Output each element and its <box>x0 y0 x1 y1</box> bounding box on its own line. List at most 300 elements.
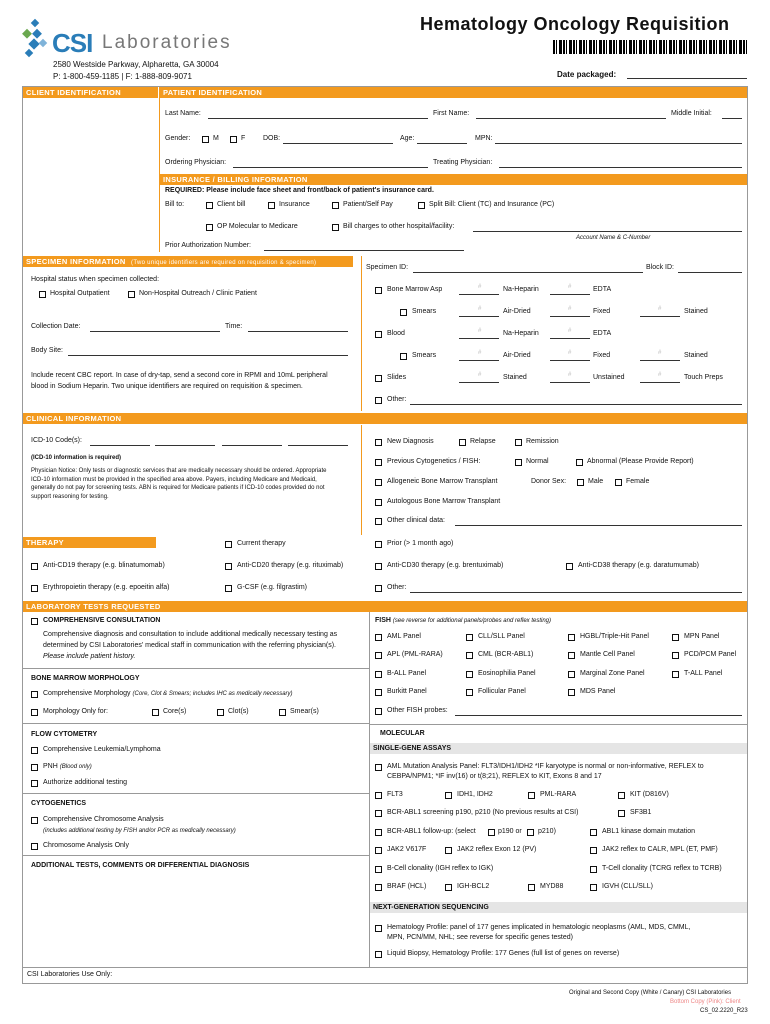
logo-csi: CSI <box>52 28 93 58</box>
cd19-label: Anti-CD19 therapy (e.g. blinatumomab) <box>43 562 165 569</box>
gcsf-checkbox[interactable] <box>225 585 232 592</box>
comp-leuk-label: Comprehensive Leukemia/Lymphoma <box>43 746 161 753</box>
normal-checkbox[interactable] <box>515 459 522 466</box>
form-code: CS_02.2220_R23 <box>700 1008 748 1014</box>
bma-airdried-label: Air-Dried <box>503 308 531 315</box>
remission-checkbox[interactable] <box>515 439 522 446</box>
mpn-label: MPN: <box>475 135 493 142</box>
cyto-label: CYTOGENETICS <box>31 800 87 807</box>
slides-stained-hash: # <box>478 372 482 378</box>
non-hospital-label: Non-Hospital Outreach / Clinic Patient <box>139 290 257 297</box>
cd30-label: Anti-CD30 therapy (e.g. brentuximab) <box>387 562 504 569</box>
clot-label: Clot(s) <box>228 708 249 715</box>
other-fish-label: Other FISH probes: <box>387 707 448 714</box>
braf-checkbox[interactable] <box>375 884 382 891</box>
comp-consult-label: COMPREHENSIVE CONSULTATION <box>43 617 161 624</box>
fish-label <box>375 617 551 624</box>
slides-unstained-field[interactable] <box>550 382 590 383</box>
specimen-header-title: SPECIMEN INFORMATION <box>26 257 126 266</box>
cyto-line <box>23 855 369 856</box>
ball-label: B-ALL Panel <box>387 670 427 677</box>
aml-panel-checkbox[interactable] <box>375 634 382 641</box>
logo <box>22 18 252 60</box>
split-bill-checkbox[interactable] <box>418 202 425 209</box>
bma-fixed-hash: # <box>568 306 572 312</box>
p210-label: p210) <box>538 828 556 835</box>
p190-checkbox[interactable] <box>488 829 495 836</box>
molecular-label: MOLECULAR <box>380 730 425 737</box>
blood-label: Blood <box>387 330 405 337</box>
patient-header: PATIENT IDENTIFICATION <box>160 87 747 98</box>
client-bill-label: Client bill <box>217 201 246 208</box>
other-clin-field[interactable] <box>455 525 742 526</box>
tcell-label: T-Cell clonality (TCRG reflex to TCRB) <box>602 865 722 872</box>
blood-airdried-hash: # <box>478 350 482 356</box>
insurance-checkbox[interactable] <box>268 202 275 209</box>
logo-laboratories: Laboratories <box>102 32 232 53</box>
icd-field-3[interactable] <box>222 445 282 446</box>
blood-nahep-hash: # <box>478 328 482 334</box>
ngs-header: NEXT-GENERATION SEQUENCING <box>370 902 747 913</box>
slides-unstained-hash: # <box>568 372 572 378</box>
body-site-field[interactable] <box>68 355 348 356</box>
flow-line <box>23 793 369 794</box>
collection-date-label: Collection Date: <box>31 323 81 330</box>
comp-morph-text: Comprehensive Morphology <box>43 690 131 697</box>
age-label: Age: <box>400 135 415 142</box>
physician-notice: Physician Notice: Only tests or diagnostic services that are medically necessary should be ordered. Appropriate ICD-10 information must be provided in the specified area above. Payers, including Medicare and Medicaid, generally do not pay for screening tests. ABN is required for Medicare patients if ICD-10 codes provided do not support reasoning for testing. <box>31 468 327 500</box>
block-id-field[interactable] <box>678 272 742 273</box>
ordering-physician-label: Ordering Physician: <box>165 159 227 166</box>
phone: P: 1-800-459-1185 | F: 1-888-809-9071 <box>53 72 192 81</box>
collection-date-field[interactable] <box>90 331 220 332</box>
dob-field[interactable] <box>283 143 393 144</box>
slides-unstained-label: Unstained <box>593 374 625 381</box>
current-therapy-label: Current therapy <box>237 540 286 547</box>
middle-initial-field[interactable] <box>722 118 742 119</box>
last-name-field[interactable] <box>208 118 428 119</box>
cd38-checkbox[interactable] <box>566 563 573 570</box>
blood-edta-hash: # <box>568 328 572 334</box>
jak2-checkbox[interactable] <box>375 847 382 854</box>
comp-consult-checkbox[interactable] <box>31 618 38 625</box>
igh-label: IGH-BCL2 <box>457 883 490 890</box>
cml-checkbox[interactable] <box>466 652 473 659</box>
dob-label: DOB: <box>263 135 281 142</box>
flt3-checkbox[interactable] <box>375 792 382 799</box>
comp-chrom-label: Comprehensive Chromosome Analysis <box>43 816 164 823</box>
abl1-checkbox[interactable] <box>590 829 597 836</box>
morph-only-checkbox[interactable] <box>31 709 38 716</box>
cd19-checkbox[interactable] <box>31 563 38 570</box>
clinical-divider <box>361 425 362 535</box>
copy-pink: Bottom Copy (Pink): Client <box>670 999 741 1005</box>
igvh-label: IGVH (CLL/SLL) <box>602 883 653 890</box>
morph-line <box>23 723 369 724</box>
bcr-follow-checkbox[interactable] <box>375 829 382 836</box>
kit-checkbox[interactable] <box>618 792 625 799</box>
relapse-label: Relapse <box>470 438 496 445</box>
pnh-text: PNH <box>43 763 58 770</box>
ball-checkbox[interactable] <box>375 671 382 678</box>
epo-checkbox[interactable] <box>31 585 38 592</box>
comp-consult-desc-text: Comprehensive diagnosis and consultation to include additional medically necessary testing as determined by CSI Laboratories' medical staff in communication with the referring physician(s). <box>43 631 338 649</box>
specimen-other-field[interactable] <box>410 404 742 405</box>
mpn-panel-label: MPN Panel <box>684 633 720 640</box>
slides-checkbox[interactable] <box>375 375 382 382</box>
prior-therapy-checkbox[interactable] <box>375 541 382 548</box>
time-field[interactable] <box>248 331 348 332</box>
blood-edta-field[interactable] <box>550 338 590 339</box>
specimen-id-field[interactable] <box>413 272 643 273</box>
heme-profile-label: Hematology Profile: panel of 177 genes implicated in hematologic neoplasms (AML, MDS, CMML, MPN, PCN/MM, NHL; see reverse for specific genes tested) <box>387 924 691 941</box>
relapse-checkbox[interactable] <box>459 439 466 446</box>
cml-label: CML (BCR-ABL1) <box>478 651 534 658</box>
donor-male-label: Male <box>588 478 604 485</box>
epo-label: Erythropoietin therapy (e.g. epoeitin alfa) <box>43 584 170 591</box>
bcell-checkbox[interactable] <box>375 866 382 873</box>
comp-chrom-checkbox[interactable] <box>31 817 38 824</box>
specimen-divider <box>361 256 362 411</box>
auto-label: Autologous Bone Marrow Transplant <box>387 498 501 505</box>
first-name-label: First Name: <box>433 110 470 117</box>
marginal-checkbox[interactable] <box>568 671 575 678</box>
auth-checkbox[interactable] <box>31 780 38 787</box>
bma-stained-label: Stained <box>684 308 708 315</box>
blood-stained-hash: # <box>658 350 662 356</box>
comp-consult-desc-italic: Please include patient history. <box>43 653 136 660</box>
bm-morph-label: BONE MARROW MORPHOLOGY <box>31 675 140 682</box>
smear-label: Smear(s) <box>290 708 319 715</box>
specimen-header-note: (Two unique identifiers are required on requisition & specimen) <box>131 260 317 266</box>
aml-mut-checkbox[interactable] <box>375 764 382 771</box>
liquid-biopsy-label: Liquid Biopsy, Hematology Profile: 177 Genes (full list of genes on reverse) <box>387 950 620 957</box>
bma-airdried-field[interactable] <box>459 316 499 317</box>
blood-fixed-label: Fixed <box>593 352 611 359</box>
hgbl-panel-label: HGBL/Triple-Hit Panel <box>580 633 649 640</box>
bma-nahep-label: Na-Heparin <box>503 286 539 293</box>
specimen-note: Include recent CBC report. In case of dry-tap, send a second core in RPMI and 10mL peripheral blood in Sodium Heparin. Two unique identifiers are required on requisition & specimen. <box>31 372 328 390</box>
pcd-checkbox[interactable] <box>672 652 679 659</box>
braf-label: BRAF (HCL) <box>387 883 427 890</box>
bma-airdried-hash: # <box>478 306 482 312</box>
bcell-label: B-Cell clonality (IGH reflex to IGK) <box>387 865 494 872</box>
heme-profile-checkbox[interactable] <box>375 925 382 932</box>
therapy-other-checkbox[interactable] <box>375 585 382 592</box>
fish-text: FISH <box>375 617 391 624</box>
comp-consult-desc <box>43 629 353 662</box>
blood-nahep-label: Na-Heparin <box>503 330 539 337</box>
comp-leuk-checkbox[interactable] <box>31 747 38 754</box>
op-molecular-label: OP Molecular to Medicare <box>217 223 298 230</box>
abnormal-label: Abnormal (Please Provide Report) <box>587 458 694 465</box>
jak2-ex12-checkbox[interactable] <box>445 847 452 854</box>
non-hospital-checkbox[interactable] <box>128 291 135 298</box>
lab-use-only: CSI Laboratories Use Only: <box>27 971 113 978</box>
specimen-header <box>23 256 353 267</box>
chrom-only-checkbox[interactable] <box>31 843 38 850</box>
flow-label: FLOW CYTOMETRY <box>31 731 98 738</box>
liquid-biopsy-checkbox[interactable] <box>375 951 382 958</box>
bma-label: Bone Marrow Asp <box>387 286 443 293</box>
icd-required: (ICD-10 information is required) <box>31 455 122 461</box>
slides-stained-field[interactable] <box>459 382 499 383</box>
additional-label: ADDITIONAL TESTS, COMMENTS OR DIFFERENTIAL DIAGNOSIS <box>31 862 250 869</box>
prior-therapy-label: Prior (> 1 month ago) <box>387 540 454 547</box>
footer-line <box>23 967 747 968</box>
prev-cyto-checkbox[interactable] <box>375 459 382 466</box>
barcode <box>553 40 748 54</box>
mantle-checkbox[interactable] <box>568 652 575 659</box>
allo-checkbox[interactable] <box>375 479 382 486</box>
bma-edta-hash: # <box>568 284 572 290</box>
specimen-other-checkbox[interactable] <box>375 397 382 404</box>
insurance-label: Insurance <box>279 201 310 208</box>
follicular-checkbox[interactable] <box>466 689 473 696</box>
apl-checkbox[interactable] <box>375 652 382 659</box>
blood-fixed-hash: # <box>568 350 572 356</box>
cll-panel-checkbox[interactable] <box>466 634 473 641</box>
icd-field-1[interactable] <box>90 445 150 446</box>
address: 2580 Westside Parkway, Alpharetta, GA 30004 <box>53 60 219 69</box>
bma-stained-field[interactable] <box>640 316 680 317</box>
cd30-checkbox[interactable] <box>375 563 382 570</box>
client-bill-checkbox[interactable] <box>206 202 213 209</box>
comp-morph-label <box>43 690 293 697</box>
current-therapy-checkbox[interactable] <box>225 541 232 548</box>
donor-male-checkbox[interactable] <box>577 479 584 486</box>
myd88-checkbox[interactable] <box>528 884 535 891</box>
hospital-outpatient-checkbox[interactable] <box>39 291 46 298</box>
insurance-required: REQUIRED: Please include face sheet and front/back of patient's insurance card. <box>165 187 434 194</box>
clot-checkbox[interactable] <box>217 709 224 716</box>
account-name-note: Account Name & C-Number <box>576 235 651 241</box>
other-clin-label: Other clinical data: <box>387 517 445 524</box>
pml-checkbox[interactable] <box>528 792 535 799</box>
cll-panel-label: CLL/SLL Panel <box>478 633 525 640</box>
icd-field-4[interactable] <box>288 445 348 446</box>
core-checkbox[interactable] <box>152 709 159 716</box>
mds-checkbox[interactable] <box>568 689 575 696</box>
logo-mark-icon <box>22 18 54 60</box>
bma-edta-field[interactable] <box>550 294 590 295</box>
block-id-label: Block ID: <box>646 264 675 271</box>
treating-physician-label: Treating Physician: <box>433 159 493 166</box>
date-packaged-field[interactable] <box>627 78 747 79</box>
fish-note: (see reverse for additional panels/probes and reflex testing) <box>392 618 551 624</box>
slides-touch-label: Touch Preps <box>684 374 723 381</box>
gender-f-checkbox[interactable] <box>230 136 237 143</box>
prior-auth-label: Prior Authorization Number: <box>165 242 251 249</box>
bill-to-label: Bill to: <box>165 201 185 208</box>
bma-edta-label: EDTA <box>593 286 612 293</box>
bill-other-field[interactable] <box>473 231 742 232</box>
blood-nahep-field[interactable] <box>459 338 499 339</box>
slides-touch-hash: # <box>658 372 662 378</box>
last-name-label: Last Name: <box>165 110 201 117</box>
jak2-calr-checkbox[interactable] <box>590 847 597 854</box>
cd20-checkbox[interactable] <box>225 563 232 570</box>
cd20-label: Anti-CD20 therapy (e.g. rituximab) <box>237 562 344 569</box>
sf3b1-checkbox[interactable] <box>618 810 625 817</box>
other-fish-field[interactable] <box>455 715 742 716</box>
idh-checkbox[interactable] <box>445 792 452 799</box>
abl1-label: ABL1 kinase domain mutation <box>602 828 695 835</box>
mpn-panel-checkbox[interactable] <box>672 634 679 641</box>
p210-checkbox[interactable] <box>527 829 534 836</box>
eosin-label: Eosinophilia Panel <box>478 670 536 677</box>
igh-checkbox[interactable] <box>445 884 452 891</box>
pnh-checkbox[interactable] <box>31 764 38 771</box>
burkitt-checkbox[interactable] <box>375 689 382 696</box>
therapy-other-field[interactable] <box>410 592 742 593</box>
core-label: Core(s) <box>163 708 187 715</box>
bma-smears-label: Smears <box>412 308 437 315</box>
comp-chrom-note: (includes additional testing by FISH and/or PCR as medically necessary) <box>43 828 236 834</box>
idh-label: IDH1, IDH2 <box>457 791 493 798</box>
sf3b1-label: SF3B1 <box>630 809 652 816</box>
blood-airdried-label: Air-Dried <box>503 352 531 359</box>
myd88-label: MYD88 <box>540 883 564 890</box>
jak2-calr-label: JAK2 reflex to CALR, MPL (ET, PMF) <box>602 846 718 853</box>
patient-self-pay-checkbox[interactable] <box>332 202 339 209</box>
blood-smears-label: Smears <box>412 352 437 359</box>
time-label: Time: <box>225 323 243 330</box>
kit-label: KIT (D816V) <box>630 791 669 798</box>
icd-label: ICD-10 Code(s): <box>31 437 82 444</box>
bcr-follow-label: BCR-ABL1 follow-up: (select <box>387 828 476 835</box>
jak2-ex12-label: JAK2 reflex Exon 12 (PV) <box>457 846 537 853</box>
pnh-label <box>43 763 92 770</box>
blood-stained-field[interactable] <box>640 360 680 361</box>
hospital-outpatient-label: Hospital Outpatient <box>50 290 110 297</box>
follicular-label: Follicular Panel <box>478 688 526 695</box>
tall-checkbox[interactable] <box>672 671 679 678</box>
gender-f-label: F <box>241 135 246 142</box>
p190-label: p190 or <box>498 828 522 835</box>
aml-panel-label: AML Panel <box>387 633 421 640</box>
burkitt-label: Burkitt Panel <box>387 688 427 695</box>
abnormal-checkbox[interactable] <box>576 459 583 466</box>
smear-checkbox[interactable] <box>279 709 286 716</box>
blood-fixed-field[interactable] <box>550 360 590 361</box>
bma-fixed-label: Fixed <box>593 308 611 315</box>
insurance-header: INSURANCE / BILLING INFORMATION <box>160 174 747 185</box>
apl-label: APL (PML-RARA) <box>387 651 443 658</box>
therapy-other-label: Other: <box>387 584 407 591</box>
tcell-checkbox[interactable] <box>590 866 597 873</box>
new-dx-checkbox[interactable] <box>375 439 382 446</box>
single-gene-header: SINGLE-GENE ASSAYS <box>370 743 747 754</box>
tests-divider <box>369 612 370 967</box>
icd-field-2[interactable] <box>155 445 215 446</box>
specimen-other-label: Other: <box>387 396 407 403</box>
gender-m-checkbox[interactable] <box>202 136 209 143</box>
page-title: Hematology Oncology Requisition <box>420 14 730 34</box>
mpn-field[interactable] <box>495 143 742 144</box>
tall-label: T-ALL Panel <box>684 670 723 677</box>
bcr-screen-label: BCR-ABL1 screening p190, p210 (No previous results at CSI) <box>387 809 579 816</box>
ordering-physician-field[interactable] <box>233 167 428 168</box>
normal-label: Normal <box>526 458 549 465</box>
bma-fixed-field[interactable] <box>550 316 590 317</box>
split-bill-label: Split Bill: Client (TC) and Insurance (PC) <box>429 201 555 208</box>
donor-female-checkbox[interactable] <box>615 479 622 486</box>
comp-morph-checkbox[interactable] <box>31 691 38 698</box>
blood-checkbox[interactable] <box>375 331 382 338</box>
cd38-label: Anti-CD38 therapy (e.g. daratumumab) <box>578 562 699 569</box>
client-header: CLIENT IDENTIFICATION <box>23 87 158 98</box>
prior-auth-field[interactable] <box>264 250 464 251</box>
chrom-only-label: Chromosome Analysis Only <box>43 842 129 849</box>
treating-physician-field[interactable] <box>499 167 742 168</box>
slides-stained-label: Stained <box>503 374 527 381</box>
slides-touch-field[interactable] <box>640 382 680 383</box>
pnh-note: (Blood only) <box>59 764 92 770</box>
hospital-status-label: Hospital status when specimen collected: <box>31 276 160 283</box>
tests-header: LABORATORY TESTS REQUESTED <box>23 601 747 612</box>
bma-checkbox[interactable] <box>375 287 382 294</box>
marginal-label: Marginal Zone Panel <box>580 670 645 677</box>
blood-smears-checkbox[interactable] <box>400 353 407 360</box>
pml-label: PML-RARA <box>540 791 577 798</box>
jak2-label: JAK2 V617F <box>387 846 427 853</box>
blood-edta-label: EDTA <box>593 330 612 337</box>
bma-stained-hash: # <box>658 306 662 312</box>
body-site-label: Body Site: <box>31 347 63 354</box>
flt3-label: FLT3 <box>387 791 403 798</box>
specimen-id-label: Specimen ID: <box>366 264 409 271</box>
clinical-header: CLINICAL INFORMATION <box>23 413 747 424</box>
new-dx-label: New Diagnosis <box>387 438 434 445</box>
comp-morph-note: (Core, Clot & Smears; includes IHC as medically necessary) <box>132 691 293 697</box>
bma-smears-checkbox[interactable] <box>400 309 407 316</box>
aml-mut-label: AML Mutation Analysis Panel: FLT3/IDH1/IDH2 *IF karyotype is normal or non-informative, REFLEX to CEBPA/NPM1; *IF inv(16) or t(8;21), REFLEX to KIT, Exons 8 and 17 <box>387 763 704 780</box>
pcd-label: PCD/PCM Panel <box>684 651 737 658</box>
donor-sex-label: Donor Sex: <box>531 478 567 485</box>
middle-initial-label: Middle Initial: <box>671 110 712 117</box>
slides-label: Slides <box>387 374 407 381</box>
bma-nahep-field[interactable] <box>459 294 499 295</box>
allo-label: Allogeneic Bone Marrow Transplant <box>387 478 498 485</box>
gender-label: Gender: <box>165 135 191 142</box>
blood-airdried-field[interactable] <box>459 360 499 361</box>
op-molecular-checkbox[interactable] <box>206 224 213 231</box>
igvh-checkbox[interactable] <box>590 884 597 891</box>
bma-nahep-hash: # <box>478 284 482 290</box>
bcr-screen-checkbox[interactable] <box>375 810 382 817</box>
date-packaged-label: Date packaged: <box>557 70 617 79</box>
gcsf-label: G-CSF (e.g. filgrastim) <box>237 584 308 591</box>
prev-cyto-label: Previous Cytogenetics / FISH: <box>387 458 481 465</box>
donor-female-label: Female <box>626 478 650 485</box>
comp-consult-line <box>23 668 369 669</box>
bill-other-checkbox[interactable] <box>332 224 339 231</box>
auto-checkbox[interactable] <box>375 499 382 506</box>
hgbl-panel-checkbox[interactable] <box>568 634 575 641</box>
blood-stained-label: Stained <box>684 352 708 359</box>
other-clin-checkbox[interactable] <box>375 518 382 525</box>
morph-only-label: Morphology Only for: <box>43 708 108 715</box>
auth-label: Authorize additional testing <box>43 779 128 786</box>
patient-self-pay-label: Patient/Self Pay <box>343 201 393 208</box>
bill-other-label: Bill charges to other hospital/facility: <box>343 223 455 230</box>
first-name-field[interactable] <box>476 118 666 119</box>
other-fish-checkbox[interactable] <box>375 708 382 715</box>
age-field[interactable] <box>417 143 467 144</box>
mds-label: MDS Panel <box>580 688 616 695</box>
eosin-checkbox[interactable] <box>466 671 473 678</box>
